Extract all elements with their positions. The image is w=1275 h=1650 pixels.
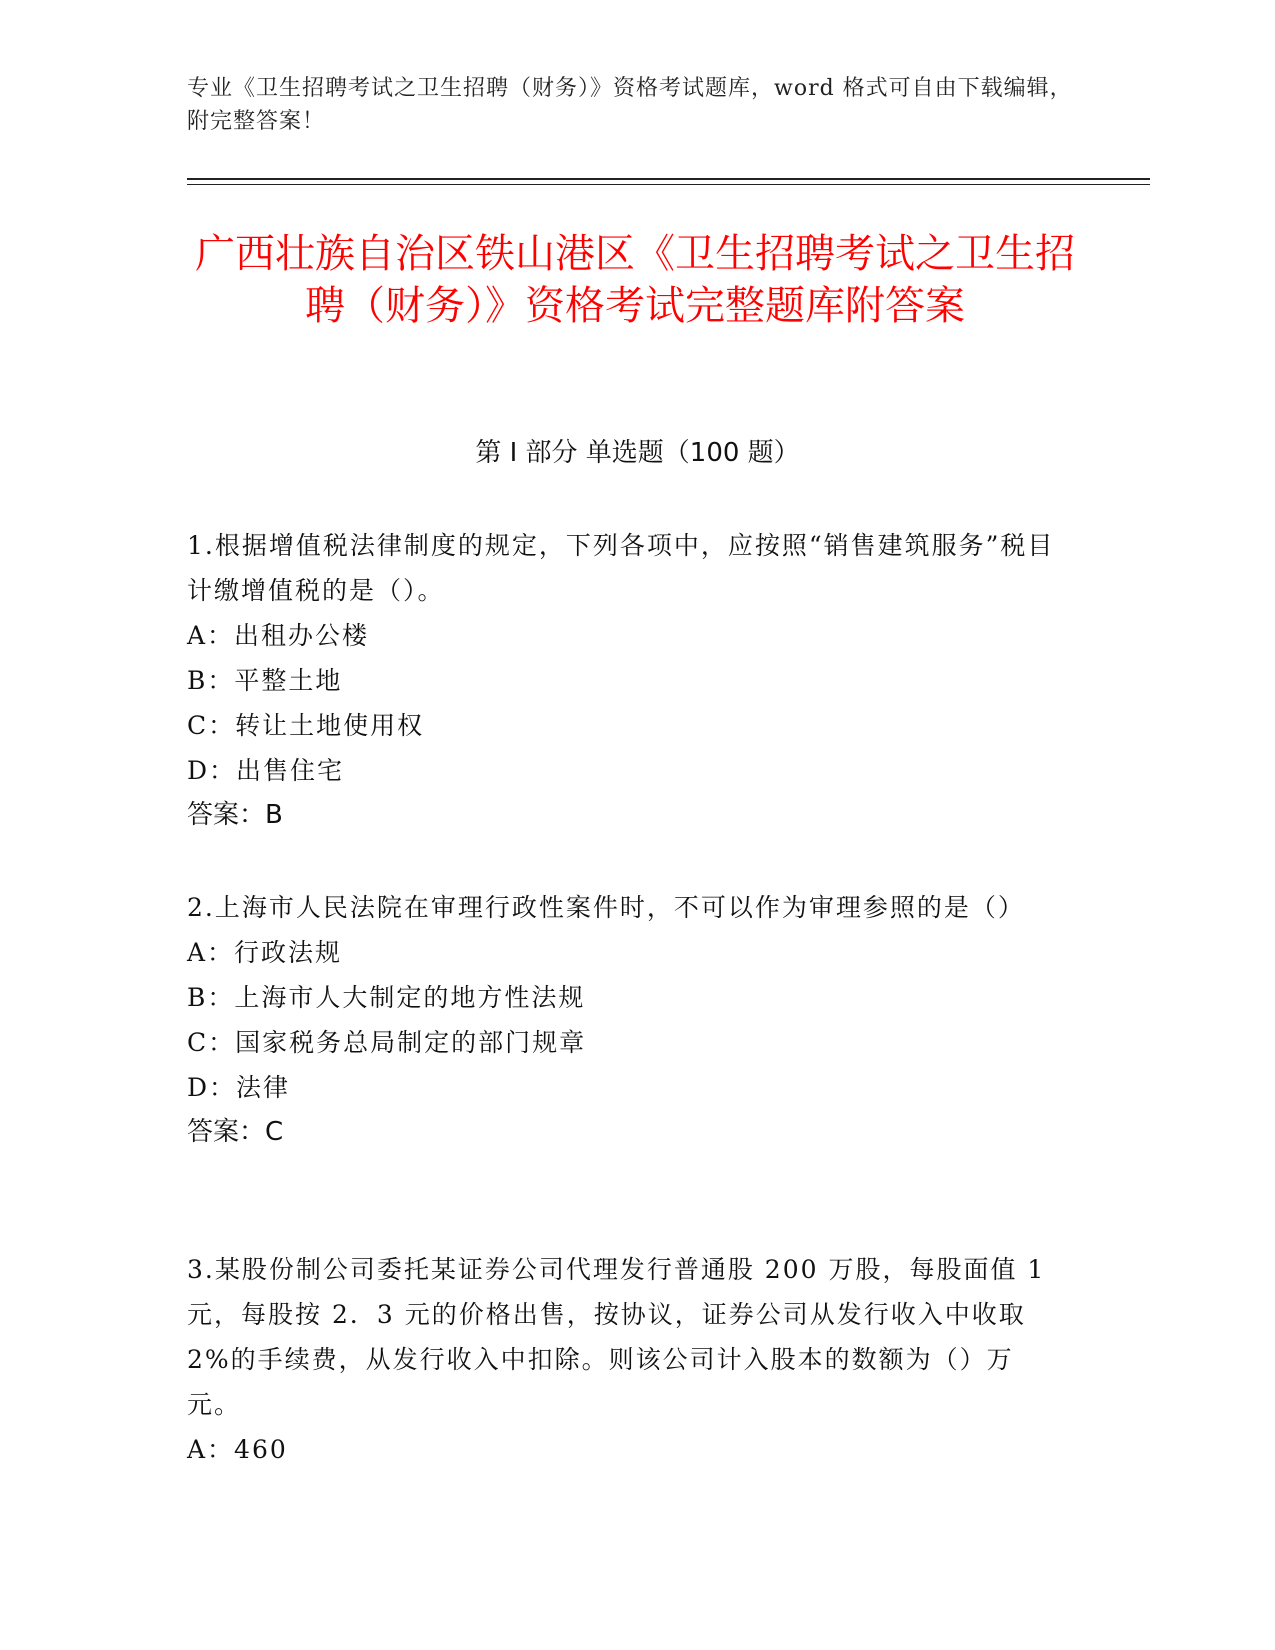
option-c: C：转让土地使用权 — [187, 711, 425, 740]
question-1 — [187, 523, 1067, 838]
header-divider-thin — [187, 184, 1150, 185]
option-d: D：出售住宅 — [187, 756, 345, 785]
option-c: C：国家税务总局制定的部门规章 — [187, 1028, 587, 1057]
option-d: D：法律 — [187, 1073, 291, 1102]
document-title: 广西壮族自治区铁山港区《卫生招聘考试之卫生招聘（财务）》资格考试完整题库附答案 — [195, 231, 1075, 329]
question-stem: 3.某股份制公司委托某证券公司代理发行普通股 200 万股，每股面值 1 元，每股按 2．3 元的价格出售，按协议，证券公司从发行收入中收取 2%的手续费，从发行收入中扣除。则该公司计入股本的数额为（）万元。 — [187, 1255, 1046, 1419]
question-stem: 1.根据增值税法律制度的规定，下列各项中，应按照“销售建筑服务”税目计缴增值税的是（）。 — [187, 531, 1055, 605]
question-stem: 2.上海市人民法院在审理行政性案件时，不可以作为审理参照的是（） — [187, 893, 1025, 922]
section-heading: 第 I 部分 单选题（100 题） — [475, 438, 800, 468]
answer: 答案：B — [187, 800, 283, 830]
header-divider-thick — [187, 178, 1150, 180]
header-note: 专业《卫生招聘考试之卫生招聘（财务）》资格考试题库，word 格式可自由下载编辑，附完整答案！ — [187, 76, 1073, 134]
option-a: A：行政法规 — [187, 938, 343, 967]
answer: 答案：C — [187, 1117, 284, 1147]
option-a: A：460 — [187, 1435, 288, 1464]
question-2 — [187, 885, 1067, 1155]
option-a: A：出租办公楼 — [187, 621, 370, 650]
option-b: B：上海市人大制定的地方性法规 — [187, 983, 586, 1012]
option-b: B：平整土地 — [187, 666, 343, 695]
question-3 — [187, 1247, 1067, 1472]
